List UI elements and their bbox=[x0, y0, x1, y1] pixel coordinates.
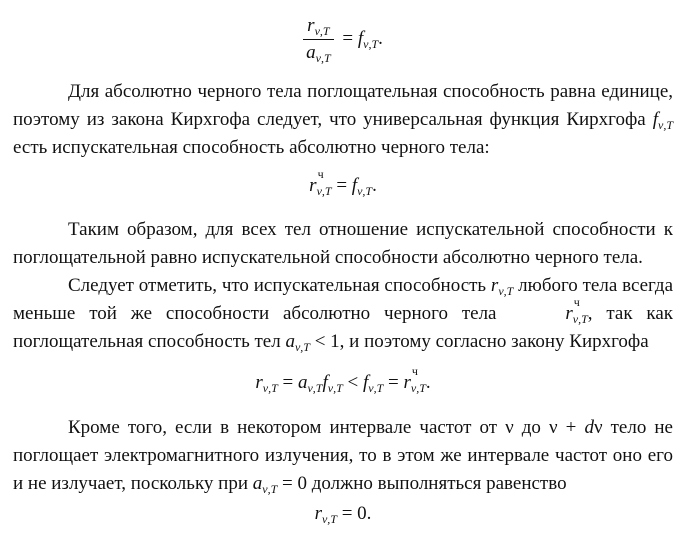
equation-zero-emission: $r_{\nu,T} = 0$. bbox=[314, 503, 372, 526]
equation-blackbody-emissivity: r ч $_{\nu,T} = f_{\nu,T}$. bbox=[309, 167, 377, 198]
paragraph-no-absorption: Кроме того, если в некотором интервале частот от ν до ν + dν тело не поглощает электромагнитного излучения, то в этом же интервале частот оно его и не излучает, поскольку при $a_{\nu,T} = 0$ должно выполняться равенство bbox=[13, 417, 673, 496]
paragraph-ratio-conclusion: Таким образом, для всех тел отношение испускательной способности к поглощательной равно испускательной способности абсолютно черного тела. Следует отметить, что испускательная способность $r_{\nu,T}$ любого тела всегда меньше той же способности абсолютно черного тела r ч $_{\nu,T}$, так как поглощательная способность тел $a_{\nu,T} < 1$, и поэтому согласно закону Кирхгофа bbox=[13, 219, 674, 354]
fraction bbox=[303, 14, 334, 65]
equation-inequality-chain: $r_{\nu,T} = a_{\nu,T}f_{\nu,T} < f_{\nu,T} = r$ ч $_{\nu,T}$. bbox=[255, 364, 431, 395]
paragraph-emissivity-less: Следует отметить, что испускательная способность $r_{\nu,T}$ любого тела всегда меньше той же способности абсолютно черного тела r ч $_{\nu,T}$, так как поглощательная способность тел $a_{\nu,T} < 1$, и поэтому согласно закону Кирхгофа bbox=[13, 275, 674, 354]
paragraph-blackbody-absorptivity: Для абсолютно черного тела поглощательная способность равна единице, поэтому из закона Кирхгофа следует, что универсальная функция Кирхгофа $f_{\nu,T}$ есть испускательная способность абсолютно черного тела: bbox=[13, 81, 673, 158]
fraction-numerator: $r_{\nu,T}$ bbox=[303, 14, 334, 40]
equation-kirchhoff-ratio: $\frac{r_{\nu,T}}{a_{\nu,T}}$ = $f_{\nu,T}$. bbox=[0, 14, 686, 65]
fraction-denominator: $a_{\nu,T}$ bbox=[306, 42, 331, 65]
